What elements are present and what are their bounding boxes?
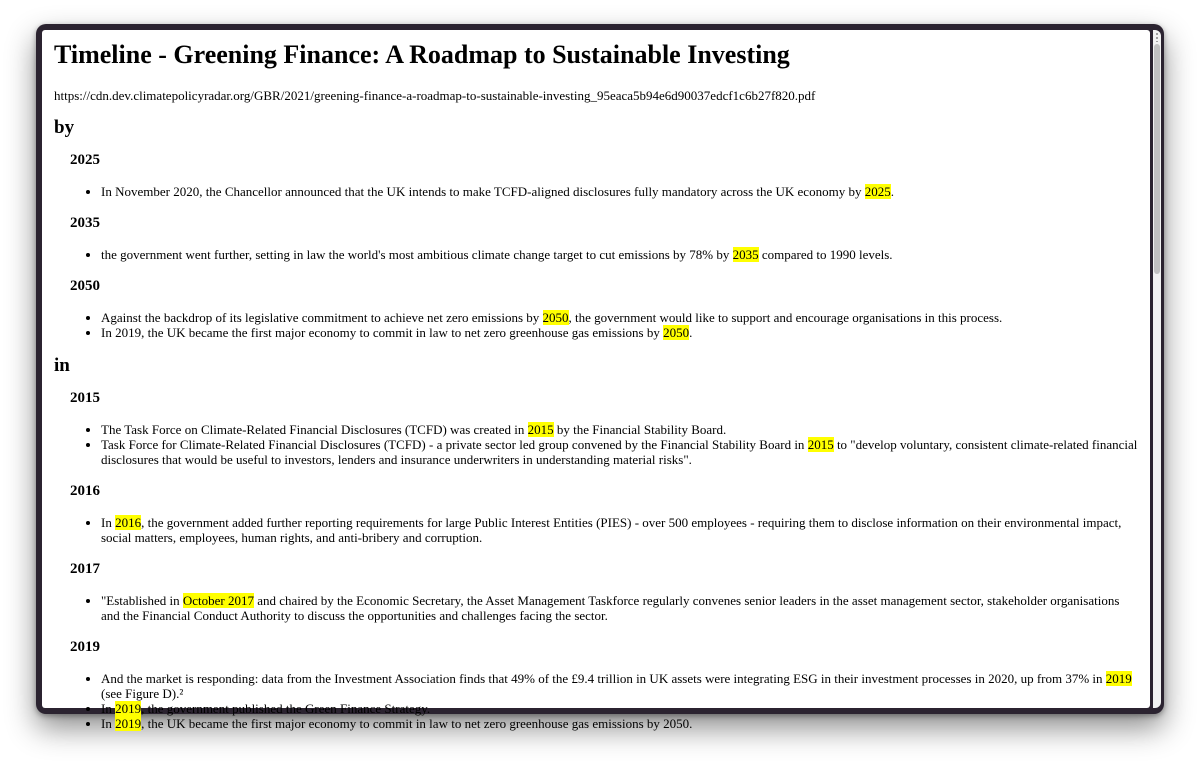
highlighted-date: 2050 [542,310,569,325]
excerpt-text: . [890,184,894,199]
excerpt-text: "Established in [101,593,183,608]
vertical-scrollbar[interactable] [1153,30,1161,708]
year-group [70,637,1138,731]
year-group [70,213,1138,262]
excerpt-text: In November 2020, the Chancellor announced that the UK intends to make TCFD-aligned disclosures fully mandatory across the UK economy by [101,184,865,199]
excerpt-list [70,184,1138,199]
excerpt-text: Against the backdrop of its legislative commitment to achieve net zero emissions by [101,310,543,325]
resize-grip-icon[interactable] [1155,32,1159,42]
timeline-sections [54,116,1138,731]
highlighted-date: 2019 [115,716,142,731]
excerpt-text: The Task Force on Climate-Related Financial Disclosures (TCFD) was created in [101,422,528,437]
highlighted-date: 2050 [663,325,690,340]
highlighted-date: 2015 [807,437,834,452]
excerpt-text: . [689,325,693,340]
year-heading: 2015 [70,390,100,406]
year-heading: 2016 [70,483,100,499]
excerpt-text: , the government published the Green Finance Strategy. [141,701,431,716]
excerpt-text: Task Force for Climate-Related Financial Disclosures (TCFD) - a private sector led group convened by the Financial Stability Board in [101,437,808,452]
excerpt-text: And the market is responding: data from the Investment Association finds that 49% of the £9.4 trillion in UK assets were integrating ESG in their investment processes in 2020, up from 37% in [101,671,1106,686]
excerpt-list [70,593,1138,623]
excerpt-item [101,671,1138,701]
year-group [70,481,1138,545]
source-url: https://cdn.dev.climatepolicyradar.org/GBR/2021/greening-finance-a-roadmap-to-sustainable-investing_95eaca5b94e6d90037edcf1c6b27f820.pdf [54,88,816,103]
excerpt-text: and chaired by the Economic Secretary, the Asset Management Taskforce regularly convenes senior leaders in the asset management sector, stakeholder organisations and the Financial Conduct Authority to discuss the opportunities and challenges facing the sector. [101,593,1120,623]
highlighted-date: 2025 [864,184,891,199]
excerpt-item [101,184,1138,199]
excerpt-text: In 2019, the UK became the first major economy to commit in law to net zero greenhouse gas emissions by [101,325,664,340]
year-group [70,276,1138,340]
excerpt-text: In [101,716,116,731]
year-heading: 2025 [70,152,100,168]
browser-window [36,24,1164,731]
excerpt-text: In [101,701,116,716]
highlighted-date: 2035 [732,247,759,262]
excerpt-text: (see Figure D).² [101,686,184,701]
highlighted-date: 2019 [115,701,142,716]
document-viewport[interactable] [42,30,1150,731]
excerpt-text: , the government would like to support and encourage organisations in this process. [568,310,1003,325]
excerpt-list [70,422,1138,467]
year-group [70,559,1138,623]
excerpt-list [70,671,1138,731]
excerpt-item [101,593,1138,623]
year-heading: 2017 [70,561,100,577]
year-group [70,388,1138,467]
excerpt-text: In [101,515,116,530]
page-title: Timeline - Greening Finance: A Roadmap to Sustainable Investing [54,40,790,69]
year-heading: 2019 [70,639,100,655]
excerpt-item [101,716,1138,731]
section-heading: in [54,355,70,376]
excerpt-text: by the Financial Stability Board. [553,422,727,437]
excerpt-text: compared to 1990 levels. [758,247,893,262]
year-group [70,150,1138,199]
excerpt-list [70,515,1138,545]
section-heading: by [54,117,75,138]
year-heading: 2035 [70,215,100,231]
excerpt-item [101,422,1138,437]
excerpt-text: , the government added further reporting requirements for large Public Interest Entities (PIES) - over 500 employees - requiring them to disclose information on their environmental impact, social matters, employees, human rights, and anti-bribery and corruption. [101,515,1122,545]
highlighted-date: 2019 [1105,671,1132,686]
highlighted-date: 2015 [527,422,554,437]
scrollbar-thumb[interactable] [1154,44,1160,274]
excerpt-item [101,437,1138,467]
excerpt-item [101,325,1138,340]
excerpt-item [101,310,1138,325]
excerpt-list [70,310,1138,340]
excerpt-item [101,515,1138,545]
timeline-document [42,30,1150,731]
year-heading: 2050 [70,278,100,294]
excerpt-text: the government went further, setting in law the world's most ambitious climate change target to cut emissions by 78% by [101,247,733,262]
excerpt-item [101,701,1138,716]
excerpt-item [101,247,1138,262]
excerpt-text: , the UK became the first major economy to commit in law to net zero greenhouse gas emissions by 2050. [141,716,693,731]
excerpt-text: to "develop voluntary, consistent climate-related financial disclosures that would be useful to investors, lenders and insurance underwriters in understanding material risks". [101,437,1138,467]
excerpt-list [70,247,1138,262]
highlighted-date: 2016 [115,515,142,530]
highlighted-date: October 2017 [182,593,254,608]
